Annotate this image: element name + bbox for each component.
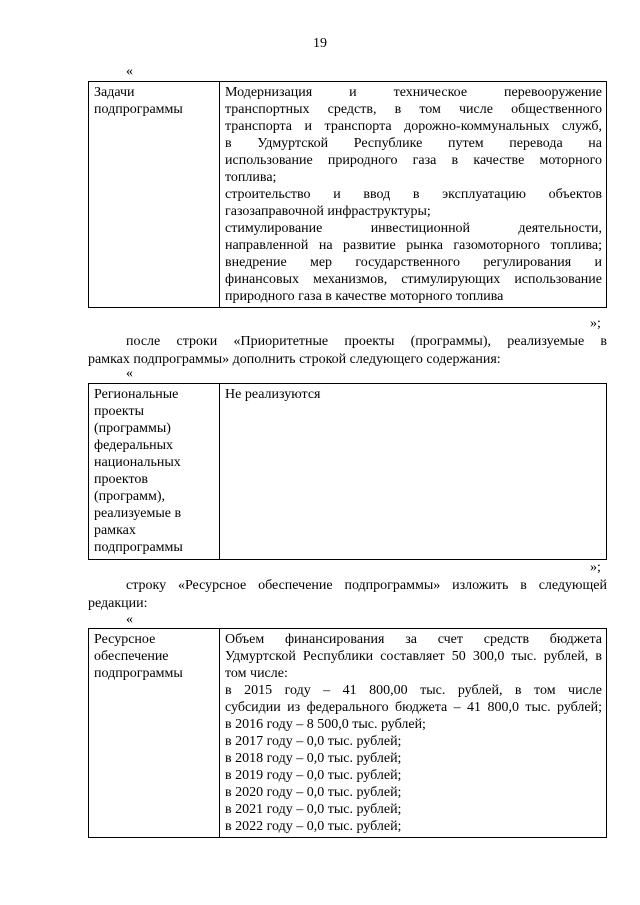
resource-line: в 2019 году – 0,0 тыс. рублей; (225, 768, 402, 783)
opening-quote: « (126, 612, 133, 627)
tasks-table (88, 81, 607, 308)
label-line: национальных (94, 455, 181, 470)
regional-projects-table (88, 383, 607, 560)
tasks-label: Задачи подпрограммы (89, 82, 220, 308)
opening-quote: « (126, 366, 133, 381)
label-line: подпрограммы (94, 666, 183, 681)
tasks-line: транспорта и транспорта дорожно-коммунальных служб, (225, 119, 602, 134)
opening-quote: « (126, 64, 133, 79)
closing-quote: »; (590, 316, 601, 331)
resource-line: в 2022 году – 0,0 тыс. рублей; (225, 819, 402, 834)
closing-quote: »; (590, 560, 601, 575)
tasks-line: природного газа в качестве моторного топлива (225, 289, 504, 304)
paragraph-line: строку «Ресурсное обеспечение подпрограммы» изложить в следующей (126, 578, 607, 593)
tasks-line: в Удмуртской Республике путем перевода на (225, 136, 602, 151)
paragraph-line: после строки «Приоритетные проекты (программы), реализуемые в (126, 334, 607, 349)
page-number: 19 (313, 36, 327, 51)
tasks-line: Модернизация и техническое перевооружение (225, 85, 602, 100)
label-line: проекты (94, 404, 145, 419)
tasks-line: строительство и ввод в эксплуатацию объектов (225, 187, 602, 202)
resource-line: субсидии из федерального бюджета – 41 800,0 тыс. рублей; (225, 700, 602, 715)
label-line: рамках (94, 523, 136, 538)
label-line: (программ), (94, 489, 165, 504)
label-line: Ресурсное (94, 632, 156, 647)
resource-line: в 2020 году – 0,0 тыс. рублей; (225, 785, 402, 800)
resource-line: в 2015 году – 41 800,00 тыс. рублей, в том числе (225, 683, 602, 698)
resource-content (220, 629, 607, 838)
paragraph-line: рамках подпрограммы» дополнить строкой следующего содержания: (88, 352, 501, 367)
resource-line: Удмуртской Республики составляет 50 300,0 тыс. рублей, в (225, 649, 602, 664)
tasks-line: стимулирование инвестиционной деятельности, (225, 221, 602, 236)
regional-projects-label (89, 384, 220, 560)
label-line: федеральных (94, 438, 174, 453)
tasks-line: использование природного газа в качестве моторного (225, 153, 602, 168)
resource-line: Объем финансирования за счет средств бюджета (225, 632, 602, 647)
resource-line: том числе: (225, 666, 288, 681)
label-line: Региональные (94, 387, 179, 402)
tasks-content (220, 82, 607, 308)
resource-line: в 2017 году – 0,0 тыс. рублей; (225, 734, 402, 749)
label-line: реализуемые в (94, 506, 182, 521)
paragraph-line: редакции: (88, 596, 148, 611)
resource-line: в 2016 году – 8 500,0 тыс. рублей; (225, 717, 426, 732)
tasks-line: газозаправочной инфраструктуры; (225, 204, 431, 219)
instruction-paragraph-1 (88, 333, 607, 369)
label-line: проектов (94, 472, 149, 487)
resource-table (88, 628, 607, 838)
resource-line: в 2021 году – 0,0 тыс. рублей; (225, 802, 402, 817)
label-line: подпрограммы (94, 540, 183, 555)
instruction-paragraph-2 (88, 577, 607, 613)
tasks-line: транспортных средств, в том числе общественного (225, 102, 602, 117)
tasks-line: финансовых механизмов, стимулирующих использование (225, 272, 602, 287)
tasks-line: направленной на развитие рынка газомоторного топлива; (225, 238, 602, 253)
label-line: обеспечение (94, 649, 169, 664)
resource-label (89, 629, 220, 838)
tasks-line: топлива; (225, 170, 277, 185)
label-line: (программы) (94, 421, 171, 436)
resource-line: в 2018 году – 0,0 тыс. рублей; (225, 751, 402, 766)
regional-projects-value: Не реализуются (220, 384, 607, 560)
tasks-line: внедрение мер государственного регулирования и (225, 255, 602, 270)
